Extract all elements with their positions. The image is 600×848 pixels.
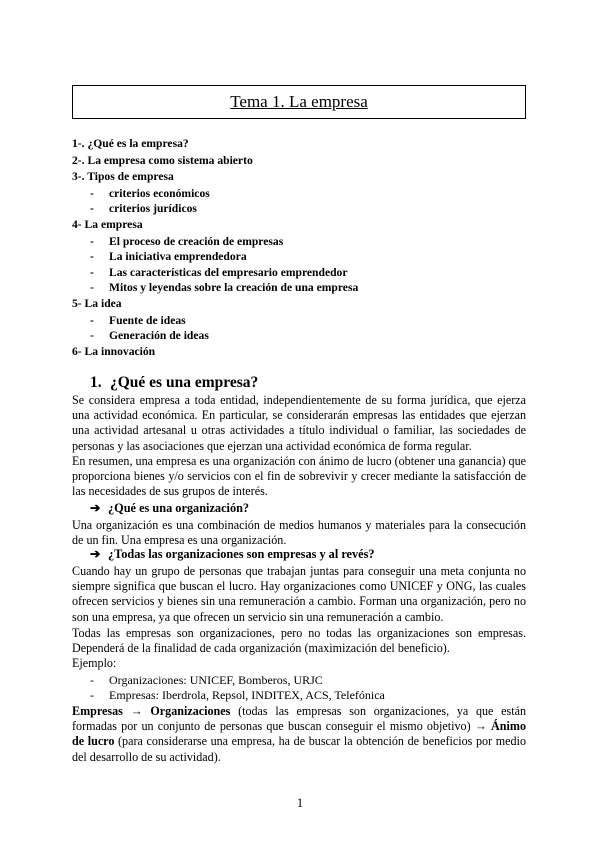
question-heading-all-organizations [90, 547, 375, 562]
example-label: Ejemplo: [72, 656, 117, 670]
section-title: ¿Qué es una empresa? [110, 374, 259, 391]
table-of-contents [72, 136, 526, 360]
paragraph-nonprofit: Cuando hay un grupo de personas que trabajan juntas para conseguir una meta conjunta no siempre significa que buscan el lucro. Hay organizaciones como UNICEF y ONG, las cuales ofrecen servicios y bienes sin una remuneración a cambio. Forman una organización, pero no son una empresa, ya que ofrecen un servicio sin una remuneración a cambio. [72, 564, 526, 624]
title-box [72, 85, 526, 119]
toc-subitem: - Generación de ideas [90, 329, 209, 343]
toc-subitem: - La iniciativa emprendedora [90, 250, 247, 264]
toc-item: 1-. ¿Qué es la empresa? [72, 137, 189, 150]
dash-bullet: - [90, 673, 94, 687]
paragraph-relationship: Empresas → Organizaciones (todas las empresas son organizaciones, ya que están formadas por un conjunto de personas que buscan conseguir el mismo objetivo) → Ánimo de lucro (para considerarse una empresa, ha de buscar la obtención de beneficios por medio del desarrollo de su actividad). [72, 704, 526, 764]
dash-bullet: - [90, 234, 94, 248]
paragraph-definition: Se considera empresa a toda entidad, independientemente de su forma jurídica, que ejerza una actividad económica. En particular, se considerarán empresas las entidades que ejerzan una actividad artesanal u otras actividades a título individual o familiar, las sociedades de personas y las asociaciones que ejerzan una actividad económica de forma regular. [72, 393, 526, 453]
section-number: 1. [90, 374, 102, 391]
toc-item: 5- La idea [72, 296, 122, 310]
toc-item: 2-. La empresa como sistema abierto [72, 153, 253, 167]
dash-bullet: - [90, 186, 94, 200]
toc-item: 3-. Tipos de empresa [72, 170, 174, 184]
dash-bullet: - [90, 281, 94, 295]
dash-bullet: - [90, 265, 94, 279]
toc-subitem: - criterios jurídicos [90, 202, 197, 216]
toc-subitem: - El proceso de creación de empresas [90, 234, 284, 248]
dash-bullet: - [90, 202, 94, 216]
paragraph-all-companies: Todas las empresas son organizaciones, pero no todas las organizaciones son empresas. Dependerá de la finalidad de cada organización (maximización del beneficio). [72, 626, 526, 656]
toc-item: 4- La empresa [72, 217, 143, 231]
arrow-right-icon: ➔ [90, 547, 101, 561]
dash-bullet: - [90, 250, 94, 264]
dash-bullet: - [90, 688, 94, 702]
page-title: Tema 1. La empresa [230, 92, 368, 111]
question-text: ¿Todas las organizaciones son empresas y al revés? [108, 547, 375, 561]
toc-subitem: - Fuente de ideas [90, 313, 186, 327]
toc-subitem: - criterios económicos [90, 186, 210, 200]
question-text: ¿Qué es una organización? [108, 501, 250, 515]
paragraph-summary: En resumen, una empresa es una organización con ánimo de lucro (obtener una ganancia) que proporciona bienes y/o servicios con el fin de sobrevivir y crecer mediante la satisfacción de las necesidades de sus grupos de interés. [72, 454, 526, 499]
dash-bullet: - [90, 313, 94, 327]
list-item: - Empresas: Iberdrola, Repsol, INDITEX, ACS, Telefónica [90, 688, 385, 702]
list-item: - Organizaciones: UNICEF, Bomberos, URJC [90, 673, 323, 687]
paragraph-organization: Una organización es una combinación de medios humanos y materiales para la consecución de un fin. Una empresa es una organización. [72, 518, 526, 548]
toc-subitem: - Las características del empresario emprendedor [90, 265, 348, 279]
section-heading [90, 374, 258, 392]
toc-subitem: - Mitos y leyendas sobre la creación de una empresa [90, 281, 359, 295]
toc-item: 6- La innovación [72, 344, 156, 358]
question-heading-organization [90, 501, 249, 516]
arrow-right-icon: ➔ [90, 501, 101, 515]
dash-bullet: - [90, 329, 94, 343]
page-number: 1 [296, 796, 304, 810]
